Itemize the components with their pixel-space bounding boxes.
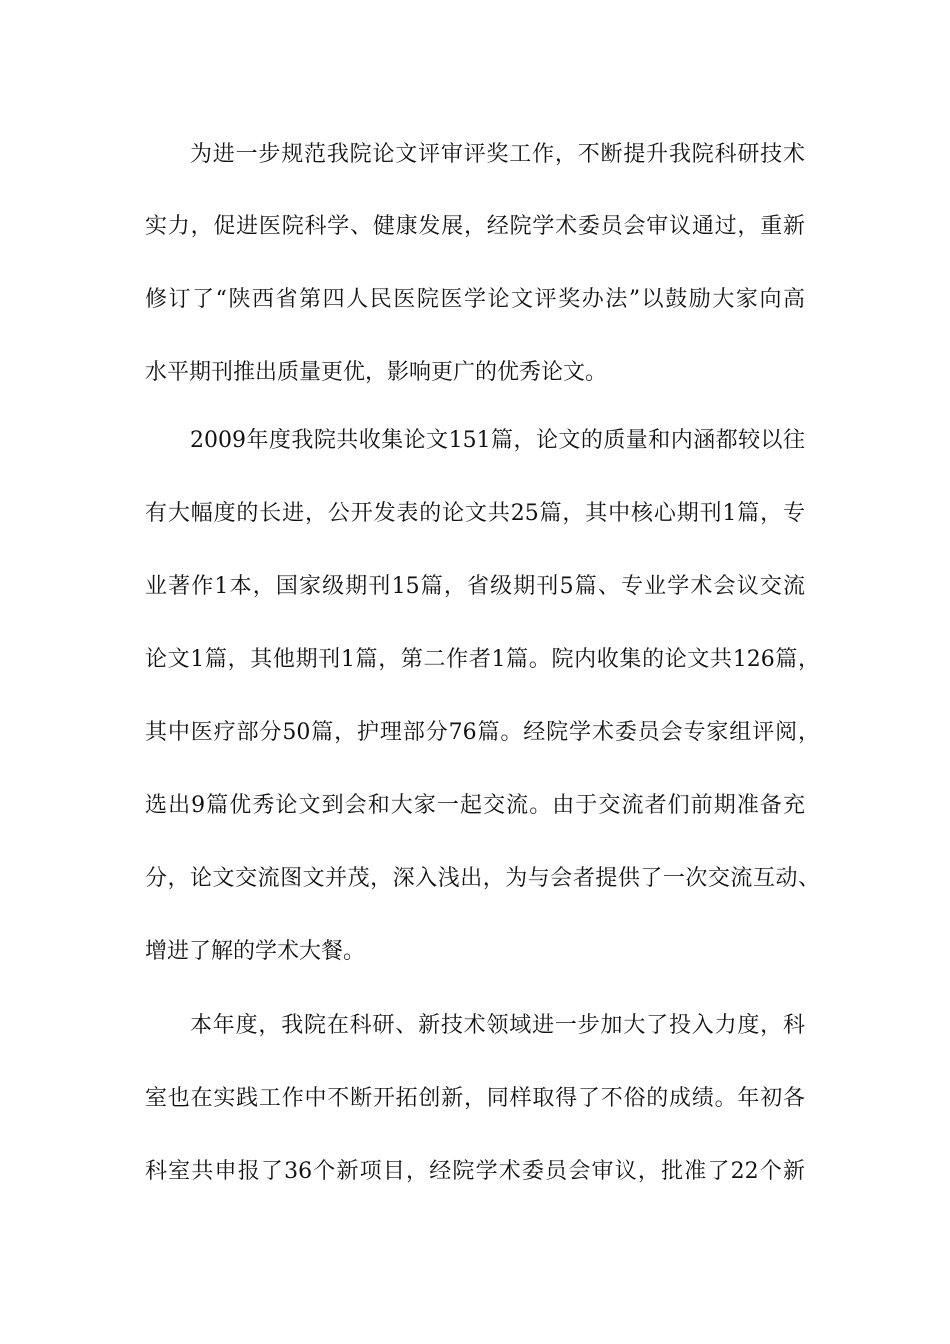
paragraph-2-line-6: 选出9篇优秀论文到会和大家一起交流。由于交流者们前期准备充 xyxy=(145,793,805,818)
paragraph-2-line-2: 有大幅度的长进，公开发表的论文共25篇，其中核心期刊1篇，专 xyxy=(145,501,805,526)
paragraph-3-line-2: 室也在实践工作中不断开拓创新，同样取得了不俗的成绩。年初各 xyxy=(145,1086,805,1111)
paragraph-2-line-5: 其中医疗部分50篇，护理部分76篇。经院学术委员会专家组评阅， xyxy=(145,720,820,745)
paragraph-3-line-1: 本年度，我院在科研、新技术领域进一步加大了投入力度，科 xyxy=(190,1013,805,1038)
paragraph-1-line-1: 为进一步规范我院论文评审评奖工作，不断提升我院科研技术 xyxy=(190,142,805,167)
paragraph-1-line-2: 实力，促进医院科学、健康发展，经院学术委员会审议通过，重新 xyxy=(145,214,805,239)
paragraph-2-line-1: 2009年度我院共收集论文151篇，论文的质量和内涵都较以往 xyxy=(190,428,805,453)
paragraph-2-line-3: 业著作1本，国家级期刊15篇，省级期刊5篇、专业学术会议交流 xyxy=(145,574,805,599)
paragraph-1-line-4: 水平期刊推出质量更优，影响更广的优秀论文。 xyxy=(145,360,608,385)
paragraph-2-line-4: 论文1篇，其他期刊1篇，第二作者1篇。院内收集的论文共126篇， xyxy=(145,647,820,672)
paragraph-3-line-3: 科室共申报了36个新项目，经院学术委员会审议，批准了22个新 xyxy=(145,1159,805,1184)
paragraph-2-line-7: 分，论文交流图文并茂，深入浅出，为与会者提供了一次交流互动、 xyxy=(145,866,820,891)
paragraph-1-line-3: 修订了“陕西省第四人民医院医学论文评奖办法”以鼓励大家向高 xyxy=(145,287,805,312)
paragraph-2-line-8: 增进了解的学术大餐。 xyxy=(145,939,366,964)
